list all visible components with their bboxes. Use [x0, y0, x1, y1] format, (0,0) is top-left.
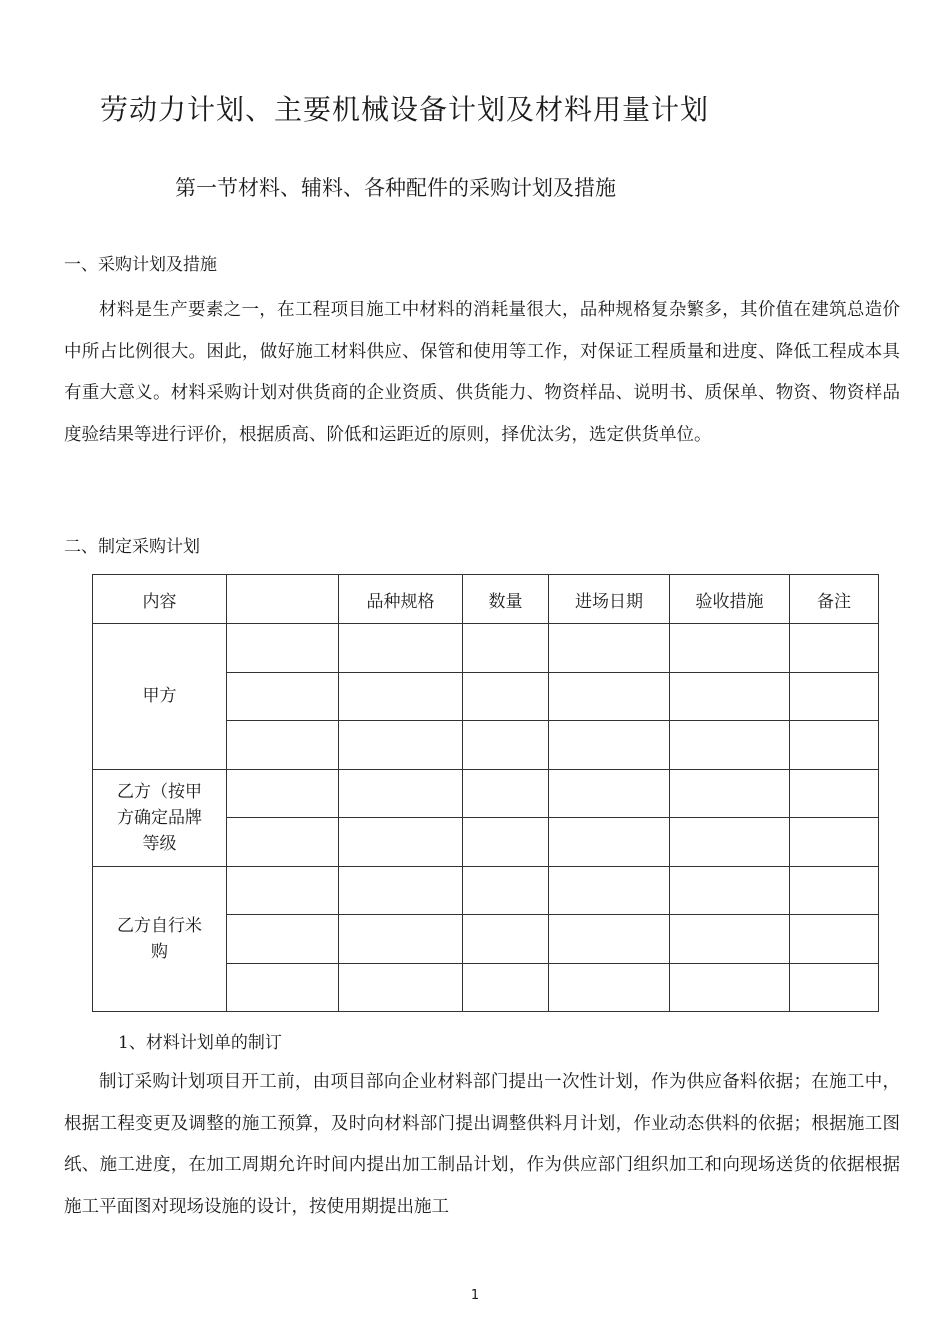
- document-title: 劳动力计划、主要机械设备计划及材料用量计划: [100, 93, 710, 126]
- header-cell-spec: 品种规格: [339, 575, 463, 624]
- sub-heading-material-plan: 1、材料计划单的制订: [118, 1033, 282, 1053]
- header-cell-quantity: 数量: [463, 575, 549, 624]
- header-cell-acceptance: 验收措施: [670, 575, 790, 624]
- header-cell-arrival-date: 进场日期: [549, 575, 670, 624]
- party-b-brand-line: 等级: [142, 833, 177, 854]
- party-b-brand-label: [93, 769, 227, 866]
- party-b-brand-line: 乙方（按甲: [117, 781, 202, 802]
- section-title: 第一节材料、辅料、各种配件的采购计划及措施: [175, 176, 616, 200]
- party-b-self-label: [93, 866, 227, 1012]
- party-b-brand-line: 方确定品牌: [117, 807, 202, 828]
- table-header-row: [93, 575, 879, 624]
- table-row: [93, 624, 879, 673]
- heading-procurement-measures: 一、采购计划及措施: [64, 255, 217, 275]
- procurement-plan-table: [92, 574, 879, 1012]
- party-a-label: 甲方: [93, 624, 227, 770]
- header-cell-blank: [227, 575, 339, 624]
- paragraph-2-text: 制订采购计划项目开工前，由项目部向企业材料部门提出一次性计划，作为供应备料依据；在施工中，根据工程变更及调整的施工预算，及时向材料部门提出调整供料月计划，作业动态供料的依据；根据施工图纸、施工进度，在加工周期允许时间内提出加工制品计划，作为供应部门组织加工和向现场送货的依据根据施工平面图对现场设施的设计，按使用期提出施工: [64, 1072, 900, 1217]
- header-cell-remarks: 备注: [790, 575, 879, 624]
- page-number: 1: [470, 1288, 480, 1303]
- paragraph-plan-procedure: [64, 1062, 900, 1228]
- table-row: [93, 866, 879, 915]
- header-cell-content: 内容: [93, 575, 227, 624]
- party-b-self-line: 乙方自行米: [117, 915, 202, 936]
- paragraph-materials-intro: [64, 290, 900, 456]
- party-b-self-line: 购: [151, 941, 168, 962]
- table-row: [93, 769, 879, 818]
- paragraph-1-text: 材料是生产要素之一，在工程项目施工中材料的消耗量很大，品种规格复杂繁多，其价值在建筑总造价中所占比例很大。困此，做好施工材料供应、保管和使用等工作，对保证工程质量和进度、降低工程成本具有重大意义。材料采购计划对供货商的企业资质、供货能力、物资样品、说明书、质保单、物资、物资样品度验结果等进行评价，根据质高、阶低和运距近的原则，择优汰劣，选定供货单位。: [64, 300, 900, 445]
- heading-make-procurement-plan: 二、制定采购计划: [64, 537, 200, 557]
